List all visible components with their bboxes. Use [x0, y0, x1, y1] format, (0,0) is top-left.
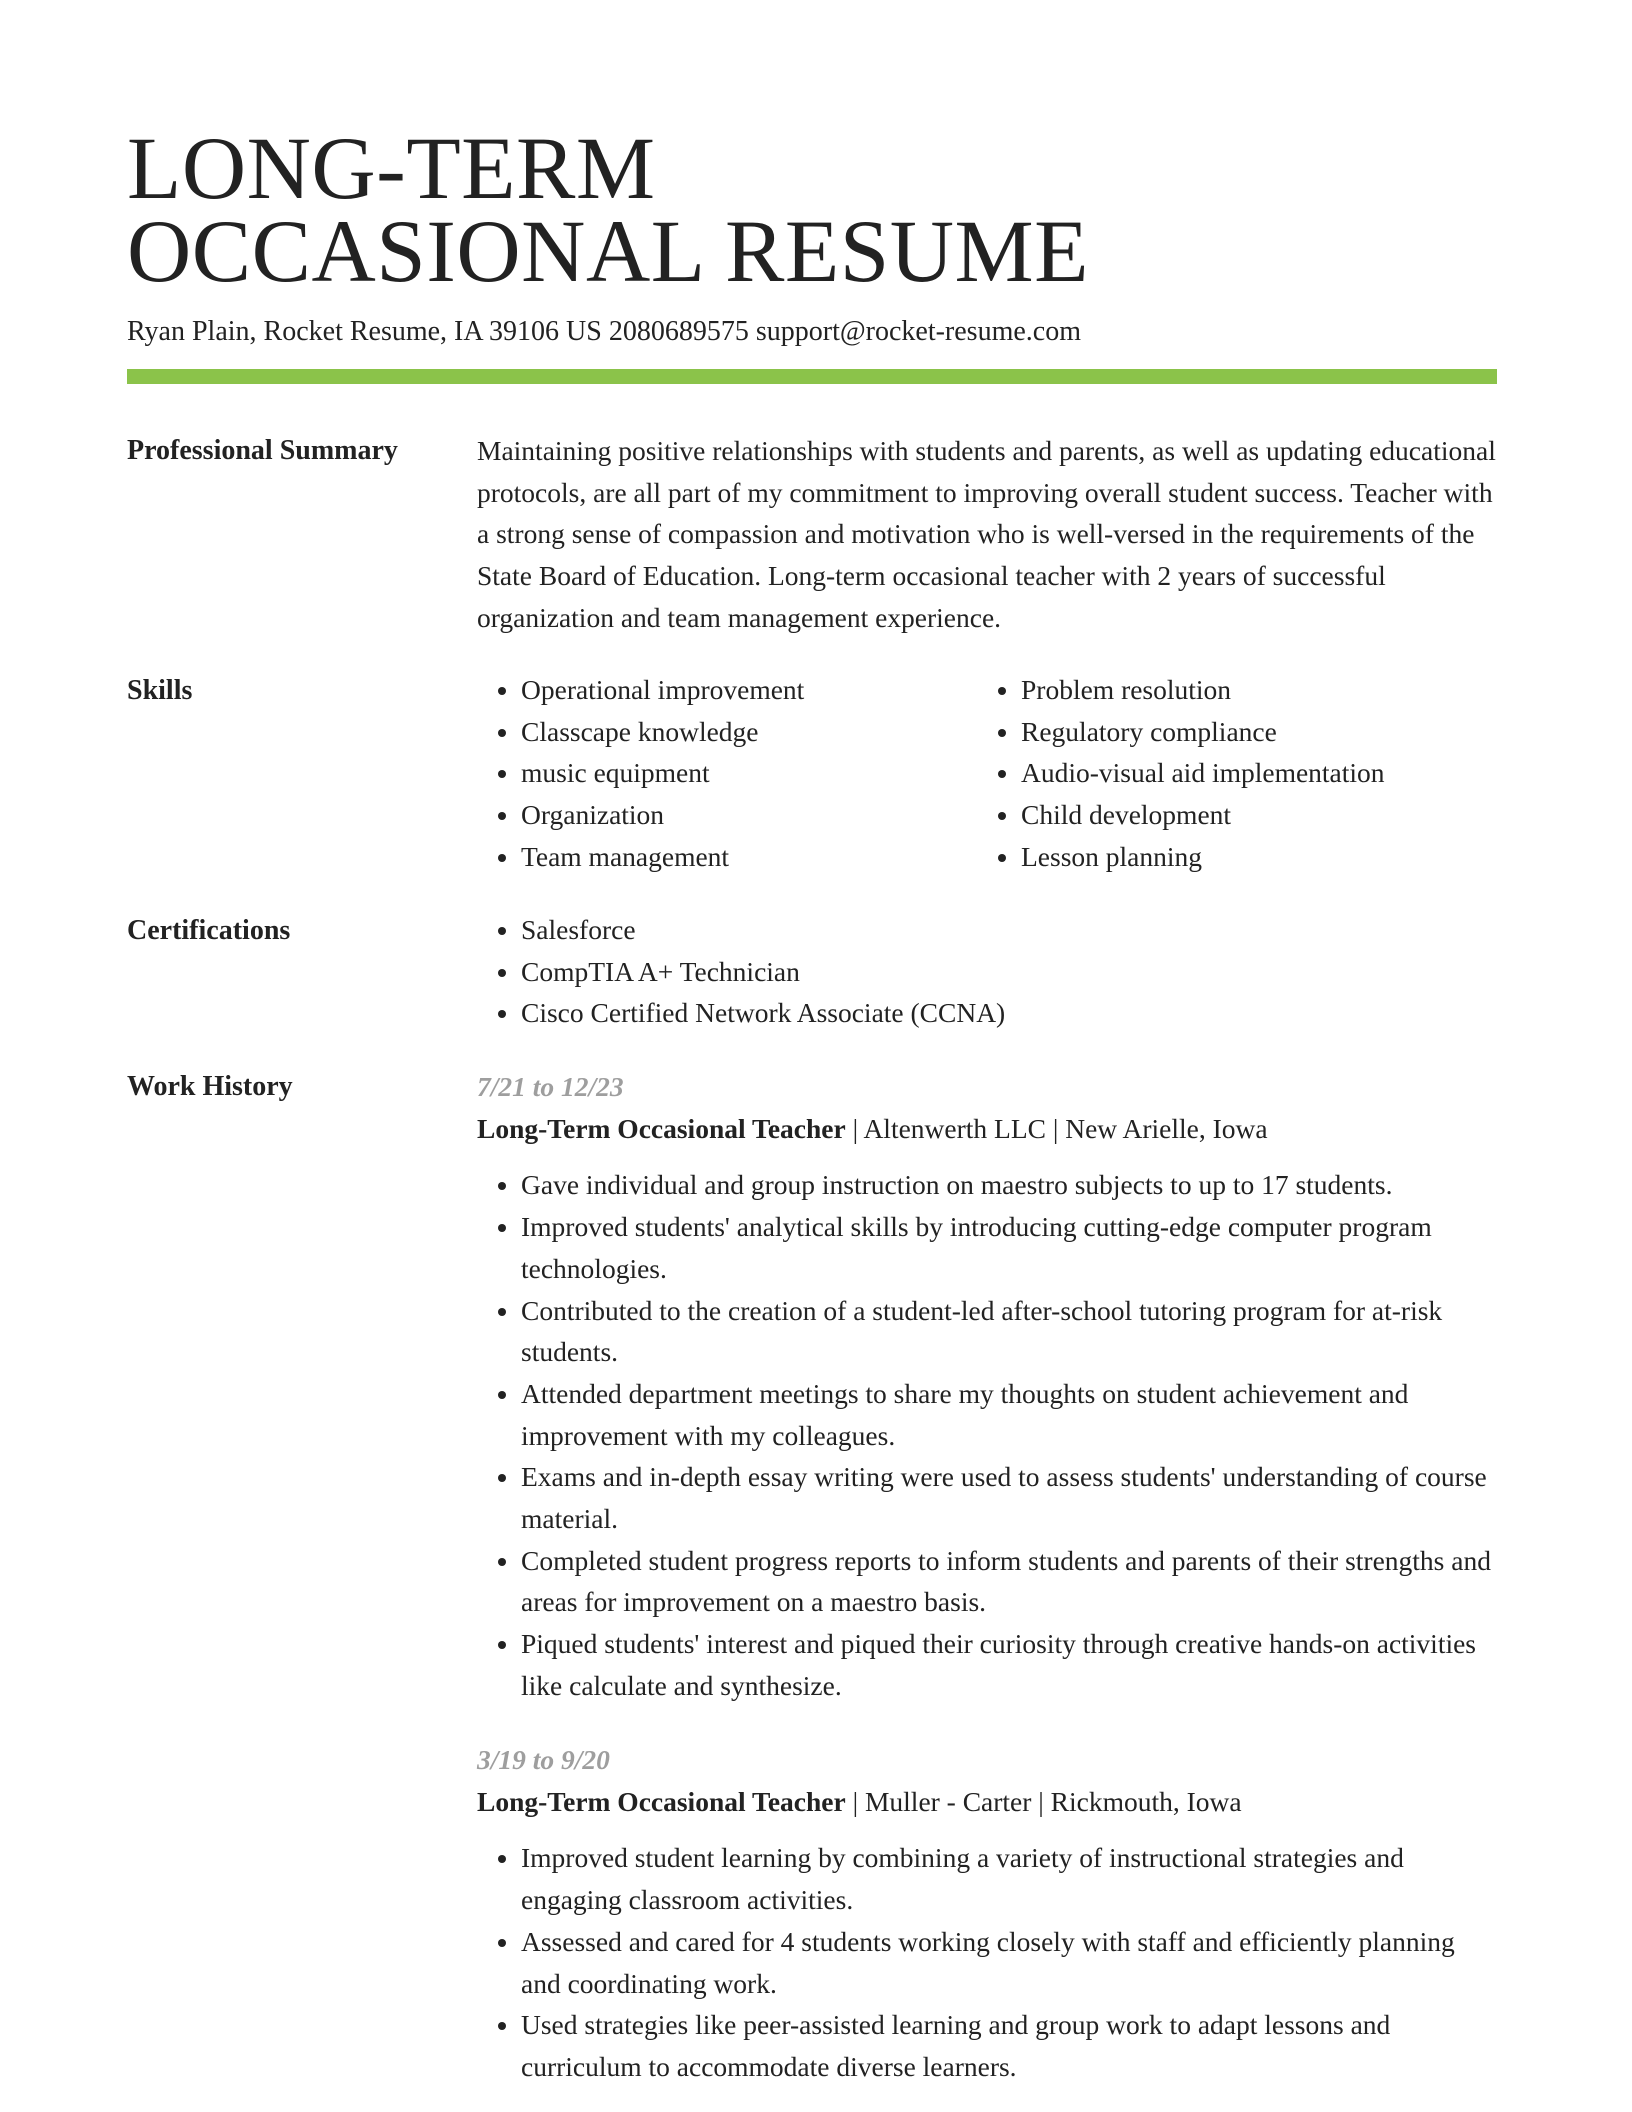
- title-line-1: LONG-TERM: [127, 120, 656, 218]
- skill-item: • Operational improvement: [521, 669, 977, 711]
- skill-item: • Team management: [521, 836, 977, 878]
- skill-item: • Organization: [521, 794, 977, 836]
- certification-item: • Salesforce: [521, 909, 1497, 951]
- resume-title: [127, 120, 1090, 301]
- skills-column-2: [977, 669, 1477, 878]
- job-heading: [477, 1781, 1497, 1823]
- job-entry: [477, 1066, 1497, 1707]
- job-entry: [477, 1739, 1497, 2088]
- accent-divider: [127, 369, 1497, 384]
- certifications-list: [477, 909, 1497, 1034]
- summary-label: Professional Summary: [127, 435, 398, 466]
- skill-item: • Problem resolution: [1021, 669, 1477, 711]
- job-title: Long-Term Occasional Teacher: [477, 1112, 846, 1144]
- skill-item: • music equipment: [521, 752, 977, 794]
- skill-item: • Classcape knowledge: [521, 711, 977, 753]
- job-company-location: | Muller - Carter | Rickmouth, Iowa: [845, 1785, 1242, 1817]
- title-line-2: OCCASIONAL RESUME: [127, 203, 1090, 301]
- skills-label: Skills: [127, 675, 193, 706]
- job-bullet: • Used strategies like peer-assisted learning and group work to adapt lessons and curriculum to accommodate diverse learners.: [521, 2004, 1497, 2087]
- job-dates: 7/21 to 12/23: [477, 1071, 624, 1102]
- job-company-location: | Altenwerth LLC | New Arielle, Iowa: [845, 1112, 1268, 1144]
- job-dates: 3/19 to 9/20: [477, 1744, 610, 1775]
- certification-item: • CompTIA A+ Technician: [521, 951, 1497, 993]
- job-bullet: • Exams and in-depth essay writing were used to assess students' understanding of course material.: [521, 1456, 1497, 1539]
- job-bullet: • Contributed to the creation of a student-led after-school tutoring program for at-risk students.: [521, 1290, 1497, 1373]
- job-title: Long-Term Occasional Teacher: [477, 1785, 846, 1817]
- certification-item: • Cisco Certified Network Associate (CCNA): [521, 992, 1497, 1034]
- job-bullet: • Completed student progress reports to inform students and parents of their strengths and areas for improvement on a maestro basis.: [521, 1540, 1497, 1623]
- contact-info: Ryan Plain, Rocket Resume, IA 39106 US 2080689575 support@rocket-resume.com: [127, 316, 1081, 347]
- job-bullet: • Gave individual and group instruction on maestro subjects to up to 17 students.: [521, 1164, 1497, 1206]
- certifications-label: Certifications: [127, 915, 291, 946]
- skill-item: • Regulatory compliance: [1021, 711, 1477, 753]
- work-history-label: Work History: [127, 1071, 293, 1102]
- skill-item: • Child development: [1021, 794, 1477, 836]
- job-bullet: • Improved students' analytical skills by introducing cutting-edge computer program technologies.: [521, 1206, 1497, 1289]
- skill-item: • Audio-visual aid implementation: [1021, 752, 1477, 794]
- skills-list: [477, 669, 1497, 879]
- skills-column-1: [477, 669, 977, 878]
- job-bullet: • Assessed and cared for 4 students working closely with staff and efficiently planning and coordinating work.: [521, 1921, 1497, 2004]
- skill-item: • Lesson planning: [1021, 836, 1477, 878]
- job-heading: [477, 1108, 1497, 1150]
- job-bullet: • Piqued students' interest and piqued their curiosity through creative hands-on activities like calculate and synthesize.: [521, 1623, 1497, 1706]
- summary-text: Maintaining positive relationships with students and parents, as well as updating educational protocols, are all part of my commitment to improving overall student success. Teacher with a strong sense of compassion and motivation who is well-versed in the requirements of the State Board of Education. Long-term occasional teacher with 2 years of successful organization and team management experience.: [477, 435, 1496, 633]
- job-bullet: • Attended department meetings to share my thoughts on student achievement and improvement with my colleagues.: [521, 1373, 1497, 1456]
- job-bullet: • Improved student learning by combining a variety of instructional strategies and engaging classroom activities.: [521, 1837, 1497, 1920]
